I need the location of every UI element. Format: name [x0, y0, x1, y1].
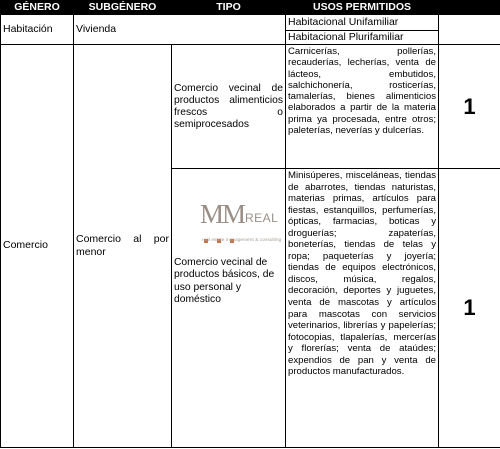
subgenero-vivienda-text: Vivienda: [76, 22, 117, 35]
header-row: [1, 1, 500, 15]
number-alimenticios: 1: [463, 93, 476, 119]
header-tipo: TIPO: [172, 1, 286, 15]
uso-plurifamiliar-text: Habitacional Plurifamiliar: [288, 31, 404, 43]
header-usos: USOS PERMITIDOS: [286, 1, 439, 15]
tipo-alimenticios-text: Comercio vecinal de productos alimenticios frescos o semiprocesados: [174, 82, 283, 130]
usos-basicos-text: Minisúperes, misceláneas, tiendas de abarrotes, tiendas naturistas, materias primas, artículos para fiestas, estanquillos, perfumerías, ópticas, farmacias, boticas y droguerías; zapaterías, boneterías, tiendas de telas y ropa; paqueterías y joyería; tiendas de equipos electrónicos, discos, música, regalos, decoración, deportes y juguetes, venta de mascotas y artículos para mascotas con servicios veterinarios, librerías y papelerías; fotocopias, tlapalerías, mercerías y florerías; venta de ataúdes; expendios de pan y venta de productos manufacturados.: [288, 170, 436, 378]
watermark-logo: [200, 197, 300, 249]
cell-number-habitacion: [439, 15, 500, 45]
watermark-word: REAL: [245, 211, 279, 225]
cell-tipo-alimenticios: [172, 45, 286, 169]
genero-comercio-text: Comercio: [3, 239, 48, 252]
usos-alimenticios-text: Carnicerías, pollerías, recauderías, lecherías, venta de lácteos, embutidos, salchichonería, rosticerías, tamalerías, bienes alimenticios elaborados a partir de la materia prima ya procesada, entre otros; paleterías, neverías y dulcerías.: [288, 46, 436, 137]
cell-genero-habitacion: [1, 15, 74, 45]
cell-uso-plurifamiliar: [286, 31, 439, 45]
watermark-tagline: real estate management & consulting: [202, 238, 282, 243]
cell-usos-alimenticios: [286, 45, 439, 169]
cell-usos-basicos: [286, 169, 439, 448]
header-number: [439, 1, 500, 15]
header-subgenero: SUBGÉNERO: [74, 1, 172, 15]
cell-genero-comercio: [1, 45, 74, 448]
cell-subgenero-comercio: [74, 45, 172, 448]
table-row-comercio-1: [1, 45, 500, 169]
watermark-mark: MM: [200, 199, 245, 229]
cell-number-alimenticios: [439, 45, 500, 169]
uso-unifamiliar-text: Habitacional Unifamiliar: [288, 16, 399, 28]
cell-uso-unifamiliar: [286, 15, 439, 31]
number-basicos: 1: [463, 295, 476, 320]
genero-habitacion-text: Habitación: [3, 22, 53, 35]
subgenero-comercio-text: Comercio al por menor: [76, 233, 169, 258]
cell-subgenero-vivienda: [74, 15, 286, 45]
header-genero: GÉNERO: [1, 1, 74, 15]
cell-number-basicos: [439, 169, 500, 448]
tipo-basicos-text: Comercio vecinal de productos básicos, de uso personal y doméstico: [174, 257, 275, 306]
table-row-habitacion-1: [1, 15, 500, 31]
